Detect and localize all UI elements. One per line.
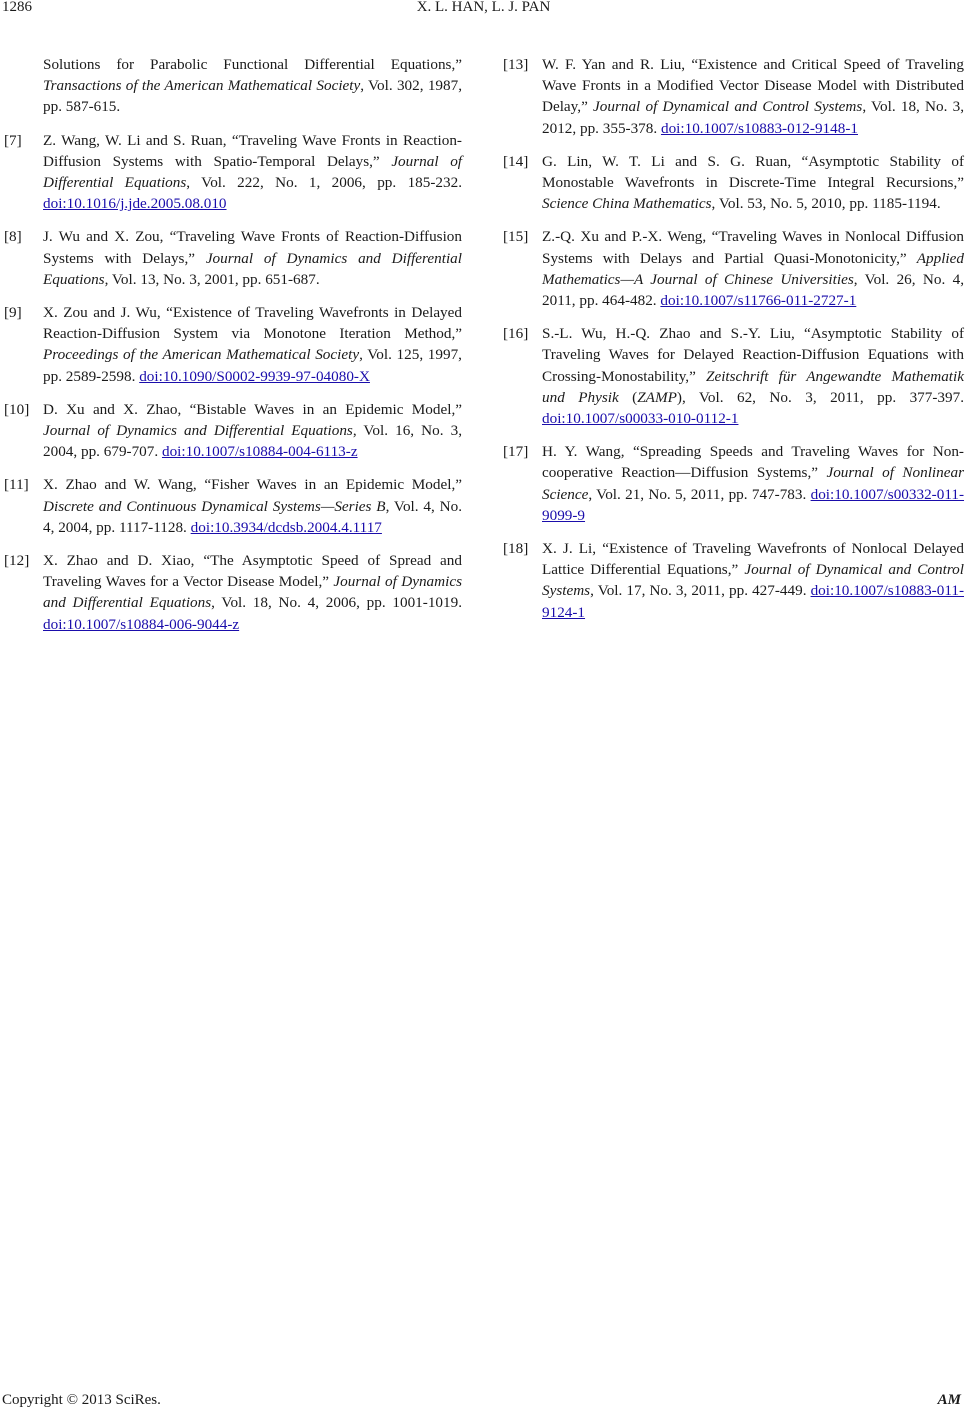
reference-item (503, 441, 964, 526)
reference-item (4, 302, 462, 387)
doi-link[interactable]: doi:10.1007/s11766-011-2727-1 (660, 292, 857, 310)
ref-text: S.-L. Wu, H.-Q. Zhao and S.-Y. Liu, “Asymptotic Stability of Traveling Waves for Delayed Reaction-Diffusion Equations with Crossing-Monostability,” (542, 325, 964, 385)
reference-item (4, 550, 462, 635)
doi-link[interactable]: doi:10.1007/s00332-011-9099-9 (542, 485, 965, 524)
running-head-authors: X. L. HAN, L. J. PAN (416, 0, 551, 15)
ref-journal: Journal of Differential Equations (43, 152, 463, 192)
ref-details: , Vol. 125, 1997, pp. 2589-2598. (43, 346, 462, 385)
reference-continuation (4, 54, 462, 118)
doi-link[interactable]: doi:10.1016/j.jde.2005.08.010 (43, 195, 227, 213)
ref-details: , Vol. 302, 1987, pp. 587-615. (43, 77, 462, 116)
reference-item (503, 151, 964, 215)
doi-link[interactable]: doi:10.1007/s10884-004-6113-z (161, 443, 358, 461)
ref-text: W. F. Yan and R. Liu, “Existence and Critical Speed of Traveling Wave Fronts in a Modified Vector Disease Model with Distributed Delay,” (542, 56, 964, 116)
ref-details: , Vol. 26, No. 4, 2011, pp. 464-482. (542, 270, 964, 310)
footer-copyright: Copyright © 2013 SciRes. (2, 1392, 161, 1408)
right-reference-list (503, 54, 964, 623)
left-column (4, 54, 462, 647)
ref-journal: Transactions of the American Mathematical Society (43, 77, 361, 95)
doi-link[interactable]: doi:10.3934/dcdsb.2004.4.1117 (190, 518, 382, 536)
reference-number: [18] (503, 540, 529, 558)
ref-details: , Vol. 17, No. 3, 2011, pp. 427-449. (590, 582, 811, 600)
ref-journal: Applied Mathematics—A Journal of Chinese Universities (542, 249, 964, 288)
ref-details: , Vol. 16, No. 3, 2004, pp. 679-707. (43, 422, 462, 461)
reference-number: [15] (503, 228, 529, 246)
ref-text: X. Zhao and W. Wang, “Fisher Waves in an Epidemic Model,” (43, 476, 462, 494)
reference-number: [8] (4, 228, 22, 246)
ref-journal: Journal of Dynamics and Differential Equations (43, 573, 462, 612)
ref-text: X. Zhao and D. Xiao, “The Asymptotic Speed of Spread and Traveling Waves for a Vector Disease Model,” (43, 552, 462, 591)
reference-item (503, 226, 964, 311)
doi-link[interactable]: doi:10.1007/s10883-012-9148-1 (660, 119, 858, 137)
reference-number: [10] (4, 400, 30, 418)
reference-item (4, 399, 462, 463)
page-number: 1286 (2, 0, 32, 15)
ref-text: Z.-Q. Xu and P.-X. Weng, “Traveling Waves in Nonlocal Diffusion Systems with Delays and Partial Quasi-Monotonicity,” (542, 228, 964, 267)
ref-text: D. Xu and X. Zhao, “Bistable Waves in an Epidemic Model,” (43, 400, 462, 418)
ref-text: J. Wu and X. Zou, “Traveling Wave Fronts of Reaction-Diffusion Systems with Delays,” (43, 228, 462, 267)
reference-item (503, 323, 964, 429)
ref-journal: Discrete and Continuous Dynamical Systems—Series B (43, 497, 386, 515)
ref-journal: Proceedings of the American Mathematical Society (43, 346, 360, 364)
ref-journal: Journal of Nonlinear Science (542, 464, 964, 503)
reference-number: [16] (503, 325, 529, 343)
reference-number: [9] (4, 304, 22, 322)
reference-item (503, 54, 964, 139)
ref-details: , Vol. 53, No. 5, 2010, pp. 1185-1194. (711, 195, 941, 213)
ref-text: Solutions for Parabolic Functional Differential Equations,” (43, 56, 462, 73)
reference-number: [17] (503, 443, 529, 461)
doi-link[interactable]: doi:10.1007/s00033-010-0112-1 (542, 410, 739, 428)
ref-text: G. Lin, W. T. Li and S. G. Ruan, “Asymptotic Stability of Monostable Wavefronts in Discrete-Time Integral Recursions,” (542, 152, 964, 192)
ref-details: , Vol. 13, No. 3, 2001, pp. 651-687. (104, 270, 320, 288)
reference-number: [13] (503, 56, 529, 73)
ref-text: Z. Wang, W. Li and S. Ruan, “Traveling Wave Fronts in Reaction-Diffusion Systems with Spatio-Temporal Delays,” (43, 131, 462, 170)
reference-number: [11] (4, 476, 29, 494)
reference-number: [14] (503, 152, 529, 170)
doi-link[interactable]: doi:10.1007/s10883-011-9124-1 (542, 582, 964, 621)
doi-link[interactable]: doi:10.1090/S0002-9939-97-04080-X (139, 367, 370, 385)
ref-journal: Zeitschrift für Angewandte Mathematik und Physik (542, 367, 964, 406)
ref-journal: Journal of Dynamics and Differential Equations (43, 249, 462, 288)
ref-text: X. Zou and J. Wu, “Existence of Traveling Wavefronts in Delayed Reaction-Diffusion System via Monotone Iteration Method,” (43, 304, 462, 343)
left-reference-list (4, 130, 462, 635)
reference-item (4, 474, 462, 538)
ref-journal: Journal of Dynamical and Control Systems (593, 98, 863, 116)
ref-details: , Vol. 21, No. 5, 2011, pp. 747-783. (588, 485, 807, 503)
ref-journal: Journal of Dynamical and Control Systems (542, 561, 964, 600)
reference-number: [7] (4, 131, 22, 149)
reference-number: [12] (4, 552, 30, 570)
ref-details: ( (618, 388, 638, 406)
doi-link[interactable]: doi:10.1007/s10884-006-9044-z (43, 615, 240, 633)
reference-item (4, 130, 462, 215)
ref-details: , Vol. 18, No. 4, 2006, pp. 1001-1019. (211, 594, 462, 612)
ref-text: H. Y. Wang, “Spreading Speeds and Traveling Waves for Non-cooperative Reaction—Diffusion Systems,” (542, 443, 964, 482)
ref-text: X. J. Li, “Existence of Traveling Wavefronts of Nonlocal Delayed Lattice Differential Equations,” (542, 540, 964, 579)
ref-journal: Journal of Dynamics and Differential Equations (43, 422, 353, 440)
ref-journal: Science China Mathematics (542, 195, 712, 213)
ref-details: , Vol. 4, No. 4, 2004, pp. 1117-1128. (43, 497, 462, 536)
ref-details: , Vol. 222, No. 1, 2006, pp. 185-232. (186, 174, 462, 192)
reference-item (503, 538, 964, 623)
ref-details: ), Vol. 62, No. 3, 2011, pp. 377-397. (676, 388, 964, 406)
ref-journal-abbr: ZAMP (637, 388, 677, 406)
footer-journal-abbr: AM (937, 1392, 961, 1408)
ref-details: , Vol. 18, No. 3, 2012, pp. 355-378. (542, 98, 964, 137)
right-column (503, 54, 964, 635)
reference-item (4, 226, 462, 290)
